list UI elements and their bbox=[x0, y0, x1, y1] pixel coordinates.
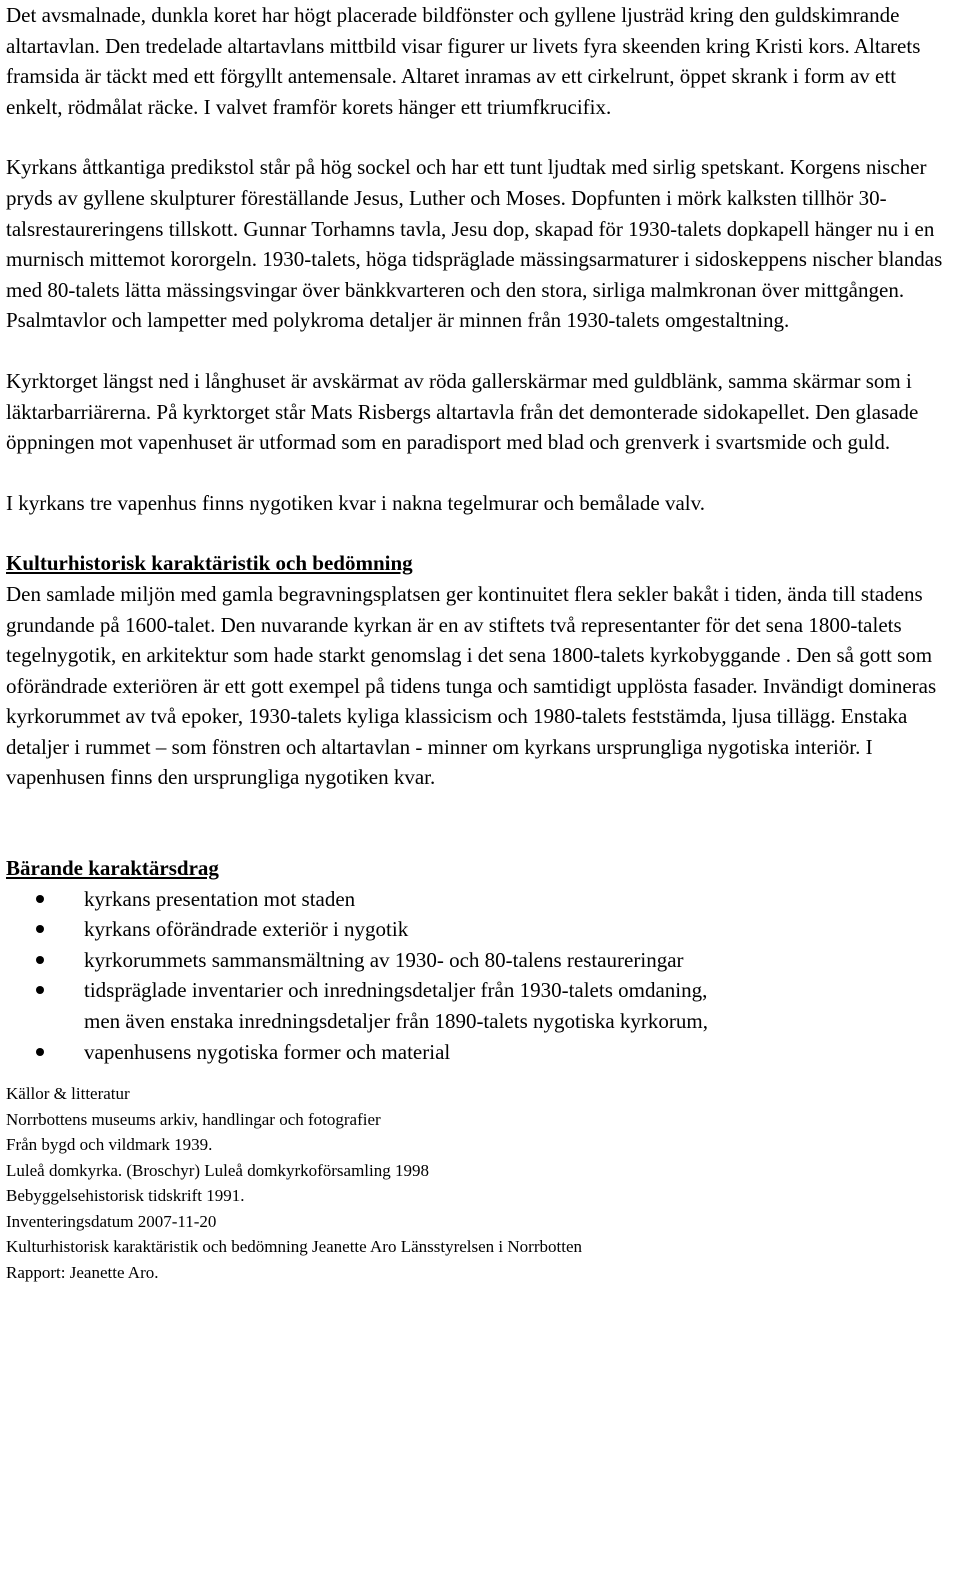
section-heading-cultural-history: Kulturhistorisk karaktäristik och bedömning bbox=[6, 551, 413, 576]
list-item: tidspräglade inventarier och inredningsdetaljer från 1930-talets omdaning, men även enstaka inredningsdetaljer från 1890-talets nygotiska kyrkorum, bbox=[6, 975, 744, 1036]
paragraph-porches: I kyrkans tre vapenhus finns nygotiken kvar i nakna tegelmurar och bemålade valv. bbox=[6, 490, 705, 515]
inventory-date: Inventeringsdatum 2007-11-20 bbox=[6, 1211, 217, 1231]
paragraph-choir: Det avsmalnade, dunkla koret har högt placerade bildfönster och gyllene ljusträd kring den guldskimrande altartavlan. Den tredelade altartavlans mittbild visar figurer ur livets fyra skeenden kring Kristi kors. Altarets framsida är täckt med ett förgyllt antemensale. Altaret inramas av ett cirkelrunt, öppet skrank i form av ett enkelt, rödmålat räcke. I valvet framför korets hänger ett triumfkrucifix. bbox=[6, 3, 921, 119]
source-line: Luleå domkyrka. (Broschyr) Luleå domkyrkoförsamling 1998 bbox=[6, 1160, 430, 1180]
list-item: vapenhusens nygotiska former och material bbox=[6, 1037, 784, 1068]
document-page bbox=[6, 0, 956, 1285]
section-heading-key-features: Bärande karaktärsdrag bbox=[6, 856, 219, 881]
list-item: kyrkorummets sammansmältning av 1930- och 80-talens restaureringar bbox=[6, 945, 704, 976]
list-item: kyrkans oförändrade exteriör i nygotik bbox=[6, 914, 784, 945]
sources-block bbox=[6, 1081, 956, 1285]
source-line: Från bygd och vildmark 1939. bbox=[6, 1135, 213, 1155]
paragraph-cultural-history: Den samlade miljön med gamla begravningsplatsen ger kontinuitet flera sekler bakåt i tiden, ända till stadens grundande på 1600-talet. Den nuvarande kyrkan är en av stiftets två representanter för det sena 1800-talets tegelnygotik, en arkitektur som hade starkt genomslag i det sena 1800-talets kyrkobyggande . Den så gott som oförändrade exteriören är ett gott exempel på tidens tunga och samtidigt upplösta fasader. Invändigt domineras kyrkorummet av två epoker, 1930-talets kyliga klassicism och 1980-talets feststämda, ljusa tillägg. Enstaka detaljer i rummet – som fönstren och altartavlan - minner om kyrkans ursprungliga nygotiska interiör. I vapenhusen finns den ursprungliga nygotiken kvar. bbox=[6, 581, 937, 790]
report-credit: Rapport: Jeanette Aro. bbox=[6, 1262, 159, 1282]
key-features-list bbox=[6, 884, 956, 1068]
source-line: Bebyggelsehistorisk tidskrift 1991. bbox=[6, 1186, 245, 1206]
paragraph-church-square: Kyrktorget längst ned i långhuset är avskärmat av röda gallerskärmar med guldblänk, samma skärmar som i läktarbarriärerna. På kyrktorget står Mats Risbergs altartavla från det demonterade sidokapellet. Den glasade öppningen mot vapenhuset är utformad som en paradisport med blad och grenverk i svartsmide och guld. bbox=[6, 368, 919, 455]
assessment-credit: Kulturhistorisk karaktäristik och bedömning Jeanette Aro Länsstyrelsen i Norrbotten bbox=[6, 1237, 582, 1257]
list-item: kyrkans presentation mot staden bbox=[6, 884, 784, 915]
source-line: Norrbottens museums arkiv, handlingar och fotografier bbox=[6, 1109, 381, 1129]
sources-heading: Källor & litteratur bbox=[6, 1084, 130, 1104]
paragraph-pulpit: Kyrkans åttkantiga predikstol står på hög sockel och har ett tunt ljudtak med sirlig spetskant. Korgens nischer pryds av gyllene skulpturer föreställande Jesus, Luther och Moses. Dopfunten i mörk kalksten tillhör 30-talsrestaureringens tillskott. Gunnar Torhamns tavla, Jesu dop, skapad för 1930-talets dopkapell hänger nu i en murnisch mittemot kororgeln. 1930-talets, höga tidspräglade mässingsarmaturer i sidoskeppens nischer blandas med 80-talets lätta mässingsvingar över bänkkvarteren och den stora, sirliga malmkronan över mittgången. Psalmtavlor och lampetter med polykroma detaljer är minnen från 1930-talets omgestaltning. bbox=[6, 155, 943, 333]
